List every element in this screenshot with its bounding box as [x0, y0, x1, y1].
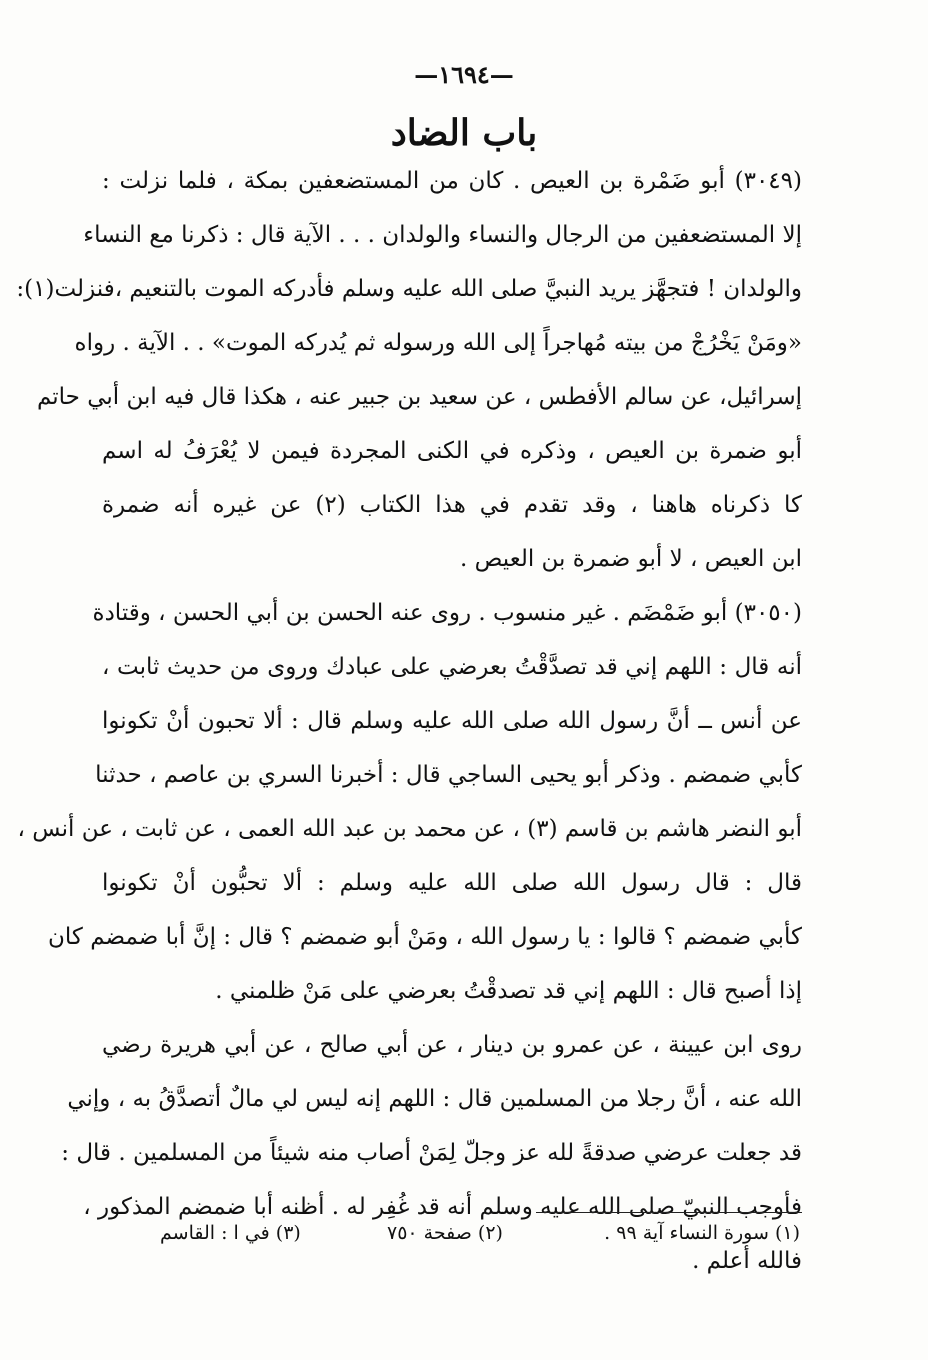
- text-line: «ومَنْ يَخْرُجْ من بيته مُهاجراً إلى الله ورسوله ثم يُدركه الموت» . . الآية . رواه: [74, 330, 802, 356]
- text-line: (٣٠٥٠) أبو ضَمْضَم . غير منسوب . روى عنه الحسن بن أبي الحسن ، وقتادة: [92, 600, 802, 626]
- text-line: فأوجب النبيّ صلى الله عليه وسلم أنه قد غُفِر له . أظنه أبا ضمضم المذكور ،: [83, 1194, 802, 1220]
- text-line: الله عنه ، أنَّ رجلا من المسلمين قال : اللهم إنه ليس لي مالٌ أتصدَّقُ به ، وإني: [67, 1086, 802, 1112]
- text-line: إسرائيل، عن سالم الأفطس ، عن سعيد بن جبير عنه ، هكذا قال فيه ابن أبي حاتم: [36, 384, 802, 410]
- footnote-rule: [536, 1212, 802, 1213]
- text-line: فالله أعلم .: [692, 1248, 802, 1274]
- text-line: إذا أصبح قال : اللهم إني قد تصدقْتُ بعرضي على مَنْ ظلمني .: [215, 978, 802, 1004]
- text-line: كأبي ضمضم ؟ قالوا : يا رسول الله ، ومَنْ أبو ضمضم ؟ قال : إنَّ أبا ضمضم كان: [48, 924, 802, 950]
- text-line: ابن العيص ، لا أبو ضمرة بن العيص .: [459, 546, 802, 572]
- footnote-3: (٣) في ا : القاسم: [160, 1222, 301, 1244]
- text-line: قد جعلت عرضي صدقةً لله عز وجلّ لِمَنْ أصاب منه شيئاً من المسلمين . قال :: [61, 1140, 802, 1166]
- chapter-heading: باب الضاد: [390, 112, 538, 154]
- text-line: أنه قال : اللهم إني قد تصدَّقْتُ بعرضي على عبادك وروى من حديث ثابت ،: [102, 654, 802, 680]
- text-line: أبو ضمرة بن العيص ، وذكره في الكنى المجردة فيمن لا يُعْرَفُ له اسم: [102, 438, 802, 464]
- text-line: قال : قال رسول الله صلى الله عليه وسلم : ألا تحبُّون أنْ تكونوا: [102, 870, 802, 896]
- footnotes: [140, 1222, 800, 1244]
- text-line: عن أنس ــ أنَّ رسول الله صلى الله عليه وسلم قال : ألا تحبون أنْ تكونوا: [102, 708, 802, 734]
- text-line: روى ابن عيينة ، عن عمرو بن دينار ، عن أبي صالح ، عن أبي هريرة رضي: [102, 1032, 802, 1058]
- footnote-1: (١) سورة النساء آية ٩٩ .: [604, 1222, 800, 1244]
- text-line: أبو النضر هاشم بن قاسم (٣) ، عن محمد بن عبد الله العمى ، عن ثابت ، عن أنس ،: [17, 816, 802, 842]
- text-line: (٣٠٤٩) أبو ضَمْرة بن العيص . كان من المستضعفين بمكة ، فلما نزلت :: [102, 168, 802, 194]
- text-line: كأبي ضمضم . وذكر أبو يحيى الساجي قال : أخبرنا السري بن عاصم ، حدثنا: [95, 762, 802, 788]
- text-line: كا ذكرناه هاهنا ، وقد تقدم في هذا الكتاب (٢) عن غيره أنه ضمرة: [102, 492, 802, 518]
- page-number: —١٦٩٤—: [414, 60, 514, 89]
- text-line: إلا المستضعفين من الرجال والنساء والولدان . . . الآية قال : ذكرنا مع النساء: [83, 222, 802, 248]
- body-text: [16, 168, 802, 1302]
- text-line: والولدان ! فتجهَّز يريد النبيَّ صلى الله عليه وسلم فأدركه الموت بالتنعيم ،فنزلت(١):: [16, 276, 802, 302]
- footnote-2: (٢) صفحة ٧٥٠: [387, 1222, 503, 1244]
